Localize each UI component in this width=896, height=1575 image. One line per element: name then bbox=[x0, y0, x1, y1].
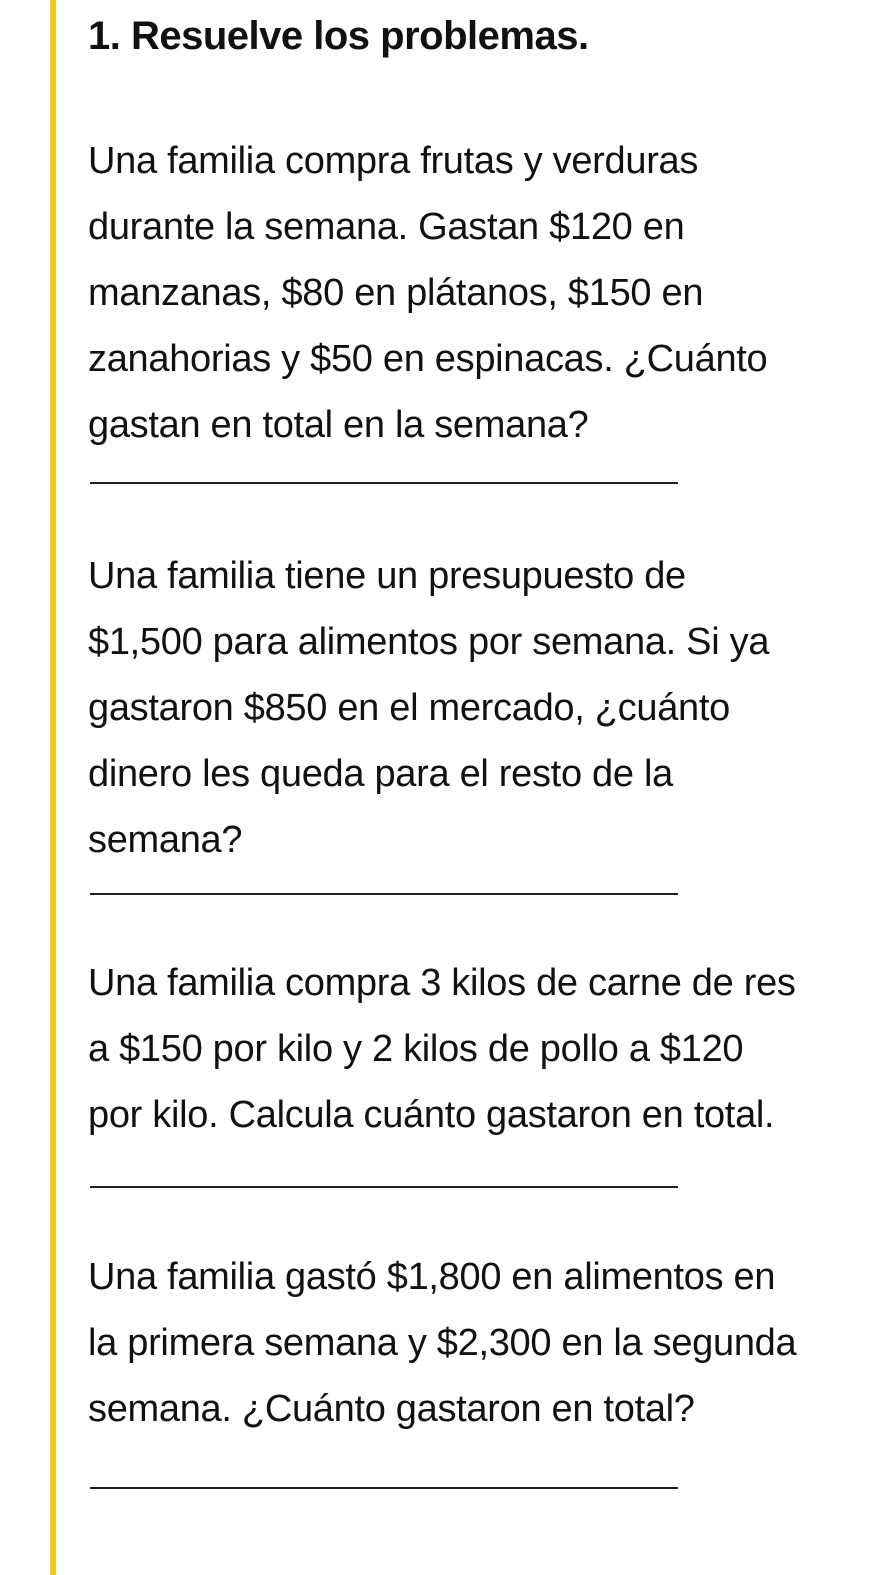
problem-2 bbox=[88, 543, 878, 873]
problem-3-line: por kilo. Calcula cuánto gastaron en total. bbox=[88, 1094, 775, 1136]
problem-1-line: gastan en total en la semana? bbox=[88, 404, 589, 446]
margin-line bbox=[50, 0, 56, 1575]
answer-line-1[interactable] bbox=[90, 482, 678, 484]
problem-2-line: semana? bbox=[88, 819, 243, 861]
problem-2-line: Una familia tiene un presupuesto de bbox=[88, 555, 686, 597]
problem-4-line: Una familia gastó $1,800 en alimentos en bbox=[88, 1256, 776, 1298]
problem-4-line: semana. ¿Cuánto gastaron en total? bbox=[88, 1388, 695, 1430]
problem-1-line: manzanas, $80 en plátanos, $150 en bbox=[88, 272, 704, 314]
problem-1-line: zanahorias y $50 en espinacas. ¿Cuánto bbox=[88, 338, 768, 380]
problem-1-line: Una familia compra frutas y verduras bbox=[88, 140, 699, 182]
problem-2-line: gastaron $850 en el mercado, ¿cuánto bbox=[88, 687, 730, 729]
answer-line-4[interactable] bbox=[90, 1487, 678, 1489]
problem-4-line: la primera semana y $2,300 en la segunda bbox=[88, 1322, 797, 1364]
answer-line-2[interactable] bbox=[90, 893, 678, 895]
problem-3-line: a $150 por kilo y 2 kilos de pollo a $120 bbox=[88, 1028, 744, 1070]
problem-1 bbox=[88, 128, 878, 458]
problem-4 bbox=[88, 1244, 878, 1442]
problem-3 bbox=[88, 950, 878, 1148]
problem-2-line: dinero les queda para el resto de la bbox=[88, 753, 673, 795]
problem-1-line: durante la semana. Gastan $120 en bbox=[88, 206, 685, 248]
answer-line-3[interactable] bbox=[90, 1186, 678, 1188]
problem-2-line: $1,500 para alimentos por semana. Si ya bbox=[88, 621, 770, 663]
worksheet-heading: 1. Resuelve los problemas. bbox=[88, 14, 589, 58]
problem-3-line: Una familia compra 3 kilos de carne de res bbox=[88, 962, 796, 1004]
